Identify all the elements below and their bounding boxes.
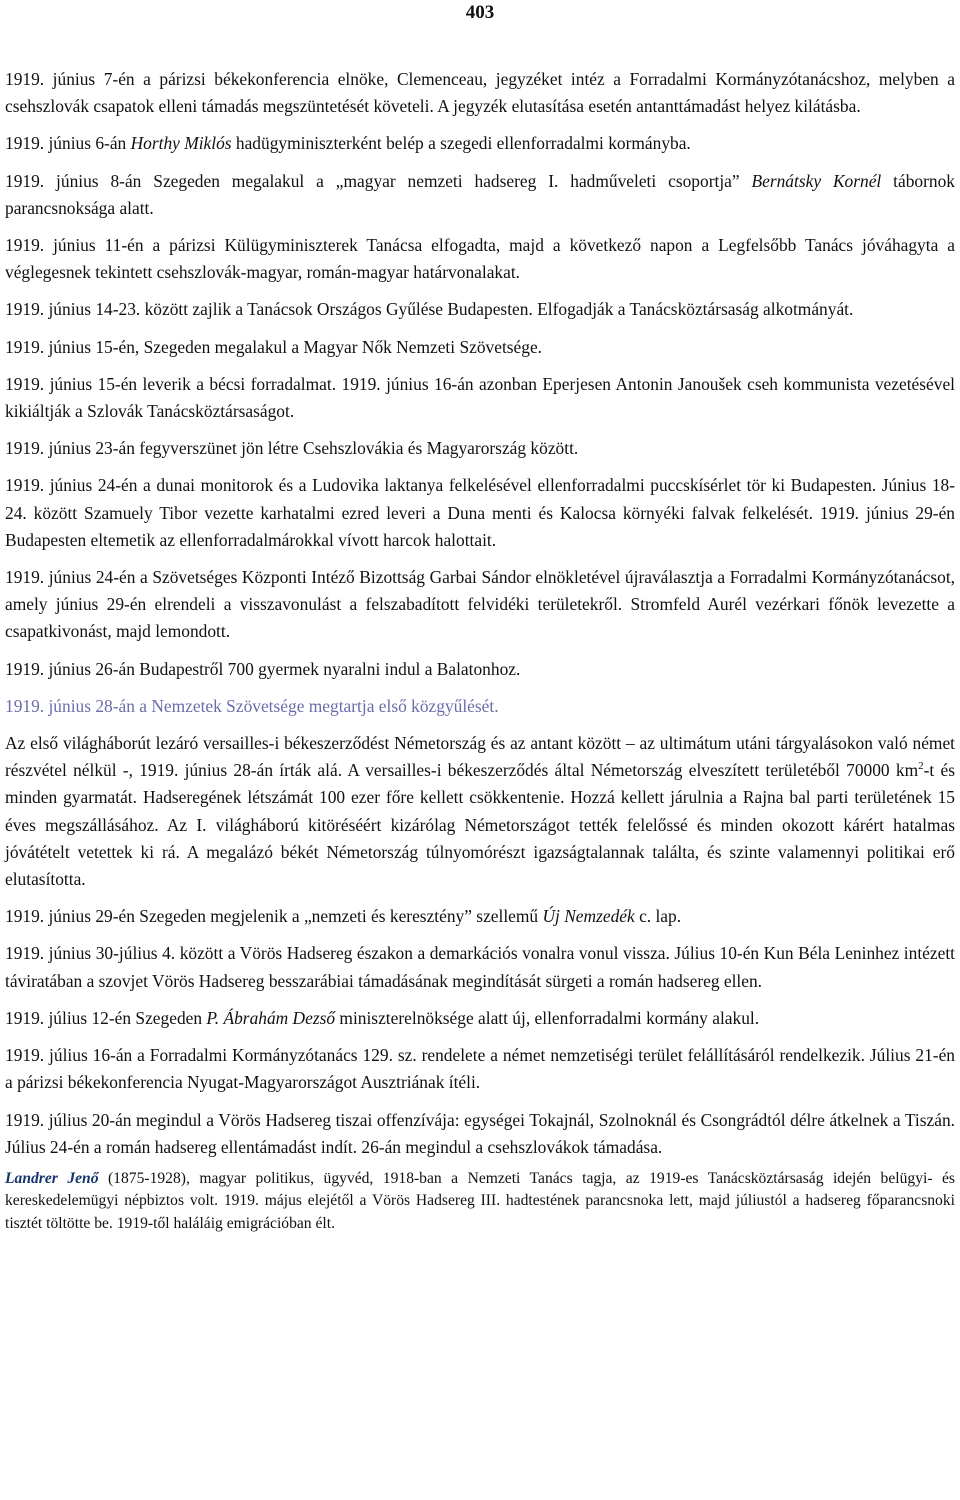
text-run: 1919. június 28-án a Nemzetek Szövetsége megtartja első közgyűlését.	[5, 695, 499, 716]
text-run: Az első világháborút lezáró versailles-i békeszerződést Németország és az antant között – az ultimátum utáni tárgyalásokon való német részvétel nélkül -, 1919. június 28-án írták alá. A versailles-i békeszerződés által Németország elveszített területéből 70000 km	[5, 733, 955, 781]
italic-text: Bernátsky Kornél	[751, 170, 882, 191]
text-paragraph	[5, 435, 955, 462]
text-run: 1919. június 24-én a dunai monitorok és a Ludovika laktanya felkelésével ellenforradalmi puccskísérlet tör ki Budapesten. Június 18-24. között Szamuely Tibor vezette karhatalmi ezred leveri a Duna menti és Kalocsa környéki falvak felkelését. 1919. június 29-én Budapesten eltemetik az ellenforradalmárokkal vívott harcok halottait.	[5, 475, 955, 550]
text-paragraph	[5, 66, 955, 120]
text-run: 1919. június 15-én leverik a bécsi forradalmat. 1919. június 16-án azonban Eperjesen Antonin Janoušek cseh kommunista vezetésével kikiáltják a Szlovák Tanácsköztársaságot.	[5, 373, 955, 422]
text-run: 1919. június 11-én a párizsi Külügyminiszterek Tanácsa elfogadta, majd a következő napon a Legfelsőbb Tanács jóváhagyta a véglegesnek tekintett csehszlovák-magyar, román-magyar határvonalakat.	[5, 235, 955, 283]
text-run: c. lap.	[634, 906, 682, 927]
text-run: (1875-1928), magyar politikus, ügyvéd, 1918-ban a Nemzeti Tanács tagja, az 1919-es Tanácsköztársaság idején belügyi- és kereskedelemügyi népbiztos volt. 1919. május elejétől a Vörös Hadsereg III. hadtestének parancsnoka lett, majd júliustól a hadsereg főparancsnoki tisztét töltötte be. 1919-től haláláig emigrációban élt.	[5, 1169, 955, 1232]
text-paragraph	[5, 130, 955, 157]
italic-text: Új Nemzedék	[542, 906, 635, 927]
text-paragraph	[5, 1005, 955, 1032]
text-run: 1919. június 23-án fegyverszünet jön létre Csehszlovákia és Magyarország között.	[5, 438, 579, 459]
text-paragraph	[5, 232, 955, 286]
text-paragraph	[5, 656, 955, 683]
text-paragraph	[5, 730, 955, 893]
text-run: 1919. június 8-án Szegeden megalakul a „magyar nemzeti hadsereg I. hadműveleti csoportja”	[5, 170, 752, 191]
text-paragraph	[5, 903, 955, 930]
text-run: 1919. június 14-23. között zajlik a Tanácsok Országos Gyűlése Budapesten. Elfogadják a Tanácsköztársaság alkotmányát.	[5, 299, 854, 320]
superscript: 2	[918, 760, 924, 773]
text-run: 1919. június 30-július 4. között a Vörös Hadsereg északon a demarkációs vonalra vonul vissza. Július 10-én Kun Béla Leninhez intézett táviratában a szovjet Vörös Hadsereg besszarábiai támadásának megindítását sürgeti a román hadsereg ellen.	[5, 943, 955, 991]
document-body	[5, 66, 955, 1245]
text-paragraph	[5, 1107, 955, 1161]
text-run: tábornok parancsnoksága alatt.	[5, 170, 955, 218]
text-run: miniszterelnöksége alatt új, ellenforradalmi kormány alakul.	[335, 1007, 760, 1028]
text-run: 1919. július 20-án megindul a Vörös Hadsereg tiszai offenzívája: egységei Tokajnál, Szolnoknál és Csongrádtól délre átkelnek a Tiszán. Július 24-én a román hadsereg ellentámadást indít. 26-án megindul a csehszlovákok támadása.	[5, 1109, 955, 1157]
text-paragraph	[5, 371, 955, 425]
text-paragraph	[5, 1042, 955, 1096]
text-run: 1919. június 29-én Szegeden megjelenik a „nemzeti és keresztény” szellemű	[5, 906, 543, 927]
bold-italic-name: Landrer Jenő	[5, 1169, 99, 1187]
text-run: 1919. június 15-én, Szegeden megalakul a Magyar Nők Nemzeti Szövetsége.	[5, 336, 543, 357]
text-run: 1919. július 16-án a Forradalmi Kormányzótanács 129. sz. rendelete a német nemzetiségi terület felállításáról rendelkezik. Július 21-én a párizsi békekonferencia Nyugat-Magyarországot Ausztriának ítéli.	[5, 1045, 955, 1093]
text-run: 1919. július 12-én Szegeden	[5, 1007, 207, 1028]
text-run: 1919. június 26-án Budapestről 700 gyermek nyaralni indul a Balatonhoz.	[5, 658, 521, 679]
text-run: 1919. június 24-én a Szövetséges Központi Intéző Bizottság Garbai Sándor elnökletével újraválasztja a Forradalmi Kormányzótanácsot, amely június 29-én elrendeli a visszavonulást a felszabadított felvidéki területekről. Stromfeld Aurél vezérkari főnök levezette a csapatkivonást, majd lemondott.	[5, 567, 955, 642]
footnote-paragraph	[5, 1168, 955, 1236]
text-paragraph	[5, 472, 955, 554]
italic-text: P. Ábrahám Dezső	[206, 1007, 336, 1028]
text-run: -t és minden gyarmatát. Hadseregének létszámát 100 ezer főre kellett csökkentenie. Hozzá kellett járulnia a Rajna bal parti területének 15 éves megszállásához. Az I. világháború kitöréséért kizárólag Németországot tették felelőssé és minden okozott kárért hatalmas jóvátételt vetettek ki rá. A megalázó békét Németország túlnyomórészt igazságtalannak találta, és szinte valamennyi politikai erő elutasította.	[5, 760, 955, 890]
text-run: 1919. június 6-án	[5, 133, 131, 154]
text-paragraph	[5, 940, 955, 994]
text-run: hadügyminiszterként belép a szegedi ellenforradalmi kormányba.	[231, 133, 691, 154]
italic-text: Horthy Miklós	[130, 133, 232, 154]
text-paragraph	[5, 693, 955, 720]
text-paragraph	[5, 168, 955, 222]
text-paragraph	[5, 296, 955, 323]
text-run: 1919. június 7-én a párizsi békekonferencia elnöke, Clemenceau, jegyzéket intéz a Forradalmi Kormányzótanácshoz, melyben a csehszlovák csapatok elleni támadás megszüntetését követeli. A jegyzék elutasítása esetén antanttámadást helyez kilátásba.	[5, 69, 955, 117]
page-number: 403	[465, 2, 495, 23]
text-paragraph	[5, 334, 955, 361]
text-paragraph	[5, 564, 955, 646]
